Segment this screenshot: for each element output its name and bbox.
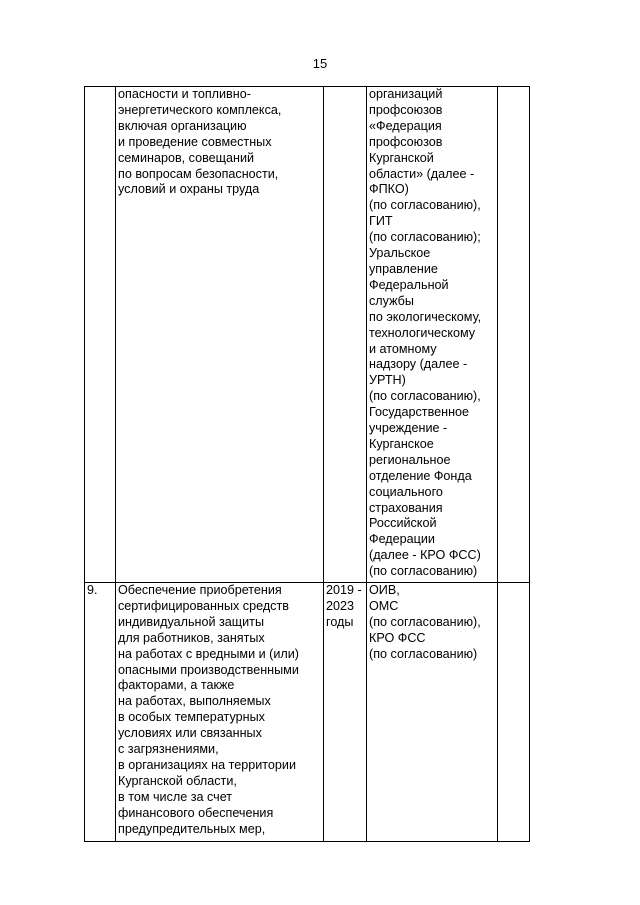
- text-line: «Федерация: [369, 118, 442, 133]
- text-line: индивидуальной защиты: [118, 614, 265, 629]
- text-line: факторами, а также: [118, 678, 235, 693]
- period-cell: [324, 583, 367, 842]
- text-line: Государственное: [369, 405, 470, 420]
- text-line: области» (далее -: [369, 166, 475, 181]
- note-cell: [498, 87, 530, 583]
- text-line: и проведение совместных: [118, 134, 272, 149]
- text-line: учреждение -: [369, 421, 448, 436]
- text-line: семинаров, совещаний: [118, 150, 255, 165]
- text-line: страхования: [369, 500, 443, 515]
- description-cell: [116, 583, 324, 842]
- text-line: условиях или связанных: [118, 726, 262, 741]
- period-cell: [324, 87, 367, 583]
- text-line: для работников, занятых: [118, 630, 265, 645]
- executors-cell: [367, 87, 498, 583]
- text-line: ГИТ: [369, 214, 393, 229]
- text-line: в том числе за счет: [118, 789, 233, 804]
- text-line: отделение Фонда: [369, 468, 472, 483]
- text-line: региональное: [369, 452, 451, 467]
- description-cell: [116, 87, 324, 583]
- text-line: Обеспечение приобретения: [118, 583, 282, 597]
- text-line: управление: [369, 261, 438, 276]
- text-line: в организациях на территории: [118, 757, 296, 772]
- text-line: включая организацию: [118, 118, 247, 133]
- text-line: условий и охраны труда: [118, 182, 260, 197]
- text-line: 2019 -: [326, 583, 362, 597]
- row-number-cell: 9.: [85, 583, 116, 842]
- text-line: опасности и топливно-: [118, 87, 251, 101]
- text-line: ОИВ,: [369, 583, 400, 597]
- text-line: социального: [369, 484, 443, 499]
- text-line: с загрязнениями,: [118, 742, 219, 757]
- note-cell: [498, 583, 530, 842]
- text-line: КРО ФСС: [369, 630, 426, 645]
- row-number-cell: [85, 87, 116, 583]
- text-line: предупредительных мер,: [118, 821, 266, 836]
- page-number: 15: [312, 56, 328, 71]
- text-line: годы: [326, 614, 354, 629]
- text-line: опасными производственными: [118, 662, 299, 677]
- text-line: Федерации: [369, 532, 435, 547]
- text-line: УРТН): [369, 373, 406, 388]
- text-line: (по согласованию): [369, 646, 478, 661]
- text-line: Уральское: [369, 246, 431, 261]
- text-line: надзору (далее -: [369, 357, 468, 372]
- table-row: [85, 87, 530, 583]
- text-line: технологическому: [369, 325, 476, 340]
- text-line: (по согласованию),: [369, 198, 481, 213]
- text-line: (далее - КРО ФСС): [369, 548, 481, 563]
- text-line: профсоюзов: [369, 102, 443, 117]
- text-line: (по согласованию): [369, 564, 478, 579]
- text-line: в особых температурных: [118, 710, 265, 725]
- text-line: энергетического комплекса,: [118, 102, 282, 117]
- text-line: профсоюзов: [369, 134, 443, 149]
- executors-cell: [367, 583, 498, 842]
- text-line: на работах, выполняемых: [118, 694, 271, 709]
- text-line: сертифицированных средств: [118, 598, 289, 613]
- text-line: Федеральной: [369, 277, 449, 292]
- text-line: ОМС: [369, 598, 399, 613]
- text-line: (по согласованию),: [369, 389, 481, 404]
- text-line: по экологическому,: [369, 309, 482, 324]
- text-line: (по согласованию);: [369, 230, 481, 245]
- text-line: и атомному: [369, 341, 437, 356]
- text-line: ФПКО): [369, 182, 409, 197]
- measures-table: [84, 86, 530, 842]
- text-line: Курганской: [369, 150, 434, 165]
- text-line: Курганское: [369, 436, 434, 451]
- table-row: [85, 583, 530, 842]
- text-line: по вопросам безопасности,: [118, 166, 279, 181]
- text-line: Российской: [369, 516, 437, 531]
- text-line: финансового обеспечения: [118, 805, 274, 820]
- text-line: службы: [369, 293, 414, 308]
- text-line: 2023: [326, 598, 355, 613]
- text-line: на работах с вредными и (или): [118, 646, 299, 661]
- text-line: организаций: [369, 87, 443, 101]
- text-line: Курганской области,: [118, 773, 237, 788]
- text-line: (по согласованию),: [369, 614, 481, 629]
